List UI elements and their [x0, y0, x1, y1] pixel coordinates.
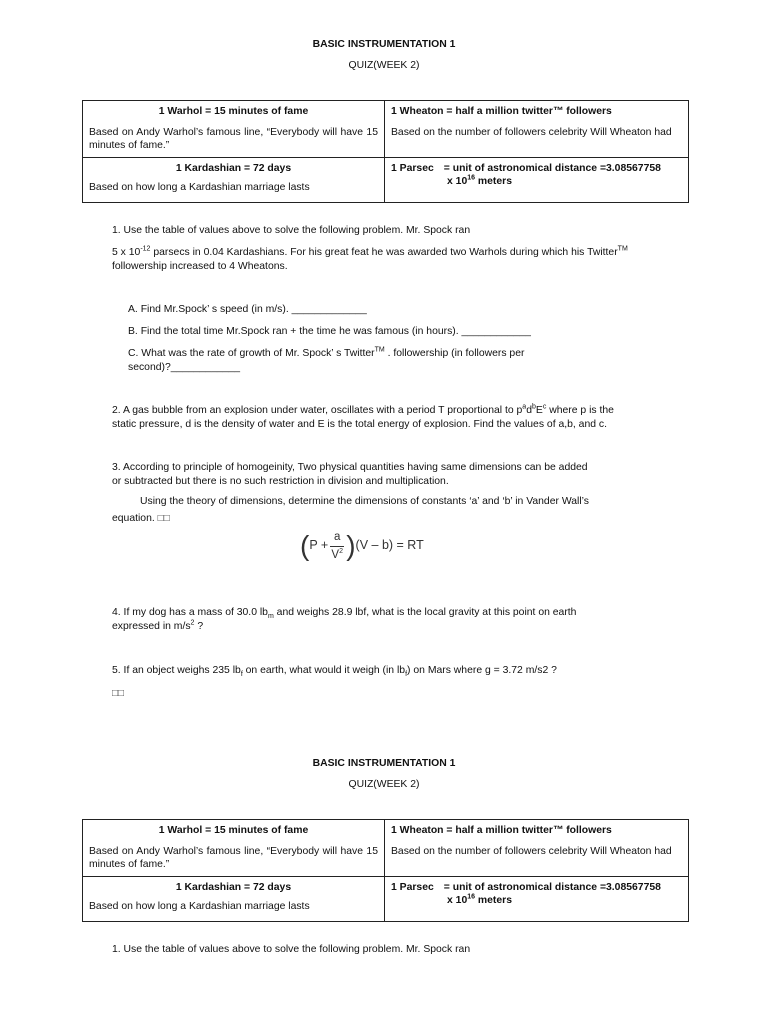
vander-waals-equation — [300, 526, 424, 566]
table-row — [83, 877, 689, 922]
q2-d: d — [526, 405, 532, 416]
parsec-value — [391, 175, 682, 188]
parsec-label: 1 Parsec — [391, 882, 434, 893]
parsec-exponent: 16 — [467, 893, 476, 901]
q3-line1: 3. According to principle of homogeinity, Two physical quantities having same dimensions can be added — [112, 462, 588, 473]
q4-line2-post: ? — [194, 621, 204, 632]
q1-line-pre: 5 x 10 — [112, 247, 141, 258]
q5-symbol: □□ — [112, 688, 125, 699]
wheaton-description: Based on the number of followers celebrity Will Wheaton had — [391, 846, 672, 857]
page-subtitle: QUIZ(WEEK 2) — [348, 60, 420, 71]
q2-E: E — [535, 405, 543, 416]
units-table — [82, 100, 689, 203]
kardashian-heading: 1 Kardashian = 72 days — [175, 882, 292, 893]
q1-line-mid: parsecs in 0.04 Kardashians. For his great feat he was awarded two Warhols during which his Twitter — [150, 247, 618, 258]
table-cell-kardashian — [83, 158, 385, 203]
close-paren: ) — [346, 530, 356, 561]
parsec-heading — [391, 881, 682, 894]
fraction-bar — [330, 546, 344, 547]
table-cell-warhol — [83, 101, 385, 158]
q1-c-line2: second)?____________ — [128, 362, 241, 373]
table-cell-wheaton — [385, 820, 689, 877]
parsec-unit: meters — [475, 176, 512, 187]
q1-intro-2: 1. Use the table of values above to solve the following problem. Mr. Spock ran — [112, 944, 471, 955]
warhol-heading: 1 Warhol = 15 minutes of fame — [158, 106, 309, 117]
eq-denominator — [331, 548, 343, 562]
q3-line4: equation. — [112, 513, 155, 524]
q1-statement — [112, 246, 692, 259]
q1-c-tm: TM — [374, 346, 385, 354]
parsec-label: 1 Parsec — [391, 163, 434, 174]
table-cell-warhol — [83, 820, 385, 877]
q5-sub-f2: f — [405, 671, 408, 679]
q2-pre: 2. A gas bubble from an explosion under water, oscillates with a period T proportional to p — [112, 405, 523, 416]
warhol-description: Based on Andy Warhol’s famous line, “Everybody will have 15 minutes of fame.” — [89, 127, 378, 151]
parsec-exponent: 16 — [467, 174, 476, 182]
table-cell-wheaton — [385, 101, 689, 158]
parsec-exp-base: x 10 — [447, 176, 468, 187]
parsec-exp-base: x 10 — [447, 895, 468, 906]
q2-line2: static pressure, d is the density of water and E is the total energy of explosion. Find the values of a,b, and c. — [112, 419, 607, 430]
table-cell-kardashian — [83, 877, 385, 922]
warhol-description: Based on Andy Warhol’s famous line, “Everybody will have 15 minutes of fame.” — [89, 846, 378, 870]
q1-c-post: . followership (in followers per — [384, 348, 525, 359]
parsec-value — [391, 894, 682, 907]
table-row — [83, 101, 689, 158]
kardashian-description: Based on how long a Kardashian marriage lasts — [89, 901, 310, 912]
eq-denominator-exp: 2 — [339, 547, 343, 555]
eq-fraction — [330, 530, 344, 562]
q4-line1 — [112, 606, 692, 619]
q3-symbol: □□ — [157, 513, 170, 524]
q1-c-pre: C. What was the rate of growth of Mr. Spock’ s Twitter — [128, 348, 375, 359]
page-title: BASIC INSTRUMENTATION 1 — [312, 39, 456, 50]
parsec-definition: = unit of astronomical distance =3.08567758 — [443, 882, 661, 893]
wheaton-heading: 1 Wheaton = half a million twitter™ followers — [391, 825, 612, 836]
q4-sub-m: m — [267, 613, 274, 621]
q1-part-a: A. Find Mr.Spock’ s speed (in m/s). _____________ — [128, 304, 367, 315]
q4-line2-exp: 2 — [190, 619, 195, 627]
q2-line1 — [112, 404, 692, 417]
parsec-heading — [391, 162, 682, 175]
units-table-2 — [82, 819, 689, 922]
q1-part-b: B. Find the total time Mr.Spock ran + the time he was famous (in hours). ____________ — [128, 326, 531, 337]
q5-pre: 5. If an object weighs 235 lb — [112, 665, 241, 676]
parsec-definition: = unit of astronomical distance =3.08567758 — [443, 163, 661, 174]
q1-line-exp: -12 — [140, 245, 151, 253]
q2-exp-b: b — [531, 403, 536, 411]
q4-mid: and weighs 28.9 lbf, what is the local gravity at this point on earth — [273, 607, 577, 618]
kardashian-heading: 1 Kardashian = 72 days — [175, 163, 292, 174]
q5-post: ) on Mars where g = 3.72 m/s2 ? — [407, 665, 557, 676]
q5-sub-f1: f — [240, 671, 243, 679]
q4-line2-pre: expressed in m/s — [112, 621, 191, 632]
q1-line-end: followership increased to 4 Wheatons. — [112, 261, 288, 272]
q3-line2: or subtracted but there is no such restriction in division and multiplication. — [112, 476, 449, 487]
q5-mid: on earth, what would it weigh (in lb — [242, 665, 406, 676]
wheaton-description: Based on the number of followers celebrity Will Wheaton had — [391, 127, 672, 138]
q2-post: where p is the — [546, 405, 614, 416]
eq-p: P + — [309, 538, 329, 553]
q2-exp-c: c — [542, 403, 547, 411]
q4-pre: 4. If my dog has a mass of 30.0 lb — [112, 607, 268, 618]
table-cell-parsec — [385, 158, 689, 203]
page-subtitle-2: QUIZ(WEEK 2) — [348, 779, 420, 790]
q5-line1 — [112, 664, 692, 677]
q1-intro: 1. Use the table of values above to solve the following problem. Mr. Spock ran — [112, 225, 471, 236]
warhol-heading: 1 Warhol = 15 minutes of fame — [158, 825, 309, 836]
q4-line2 — [112, 620, 203, 633]
eq-numerator: a — [334, 531, 341, 544]
open-paren: ( — [300, 530, 310, 561]
table-row — [83, 820, 689, 877]
table-row — [83, 158, 689, 203]
eq-denominator-v: V — [331, 548, 340, 561]
wheaton-heading: 1 Wheaton = half a million twitter™ followers — [391, 106, 612, 117]
parsec-unit: meters — [475, 895, 512, 906]
q3-line4-wrap — [112, 512, 170, 526]
page-title-2: BASIC INSTRUMENTATION 1 — [312, 758, 456, 769]
q3-line3: Using the theory of dimensions, determine the dimensions of constants ‘a’ and ‘b’ in Vander Wall’s — [140, 496, 589, 507]
kardashian-description: Based on how long a Kardashian marriage lasts — [89, 182, 310, 193]
eq-rest: (V – b) = RT — [355, 538, 424, 553]
q1-line-tm: TM — [617, 245, 628, 253]
q1-part-c — [128, 347, 686, 360]
q2-exp-a: a — [522, 403, 527, 411]
table-cell-parsec — [385, 877, 689, 922]
